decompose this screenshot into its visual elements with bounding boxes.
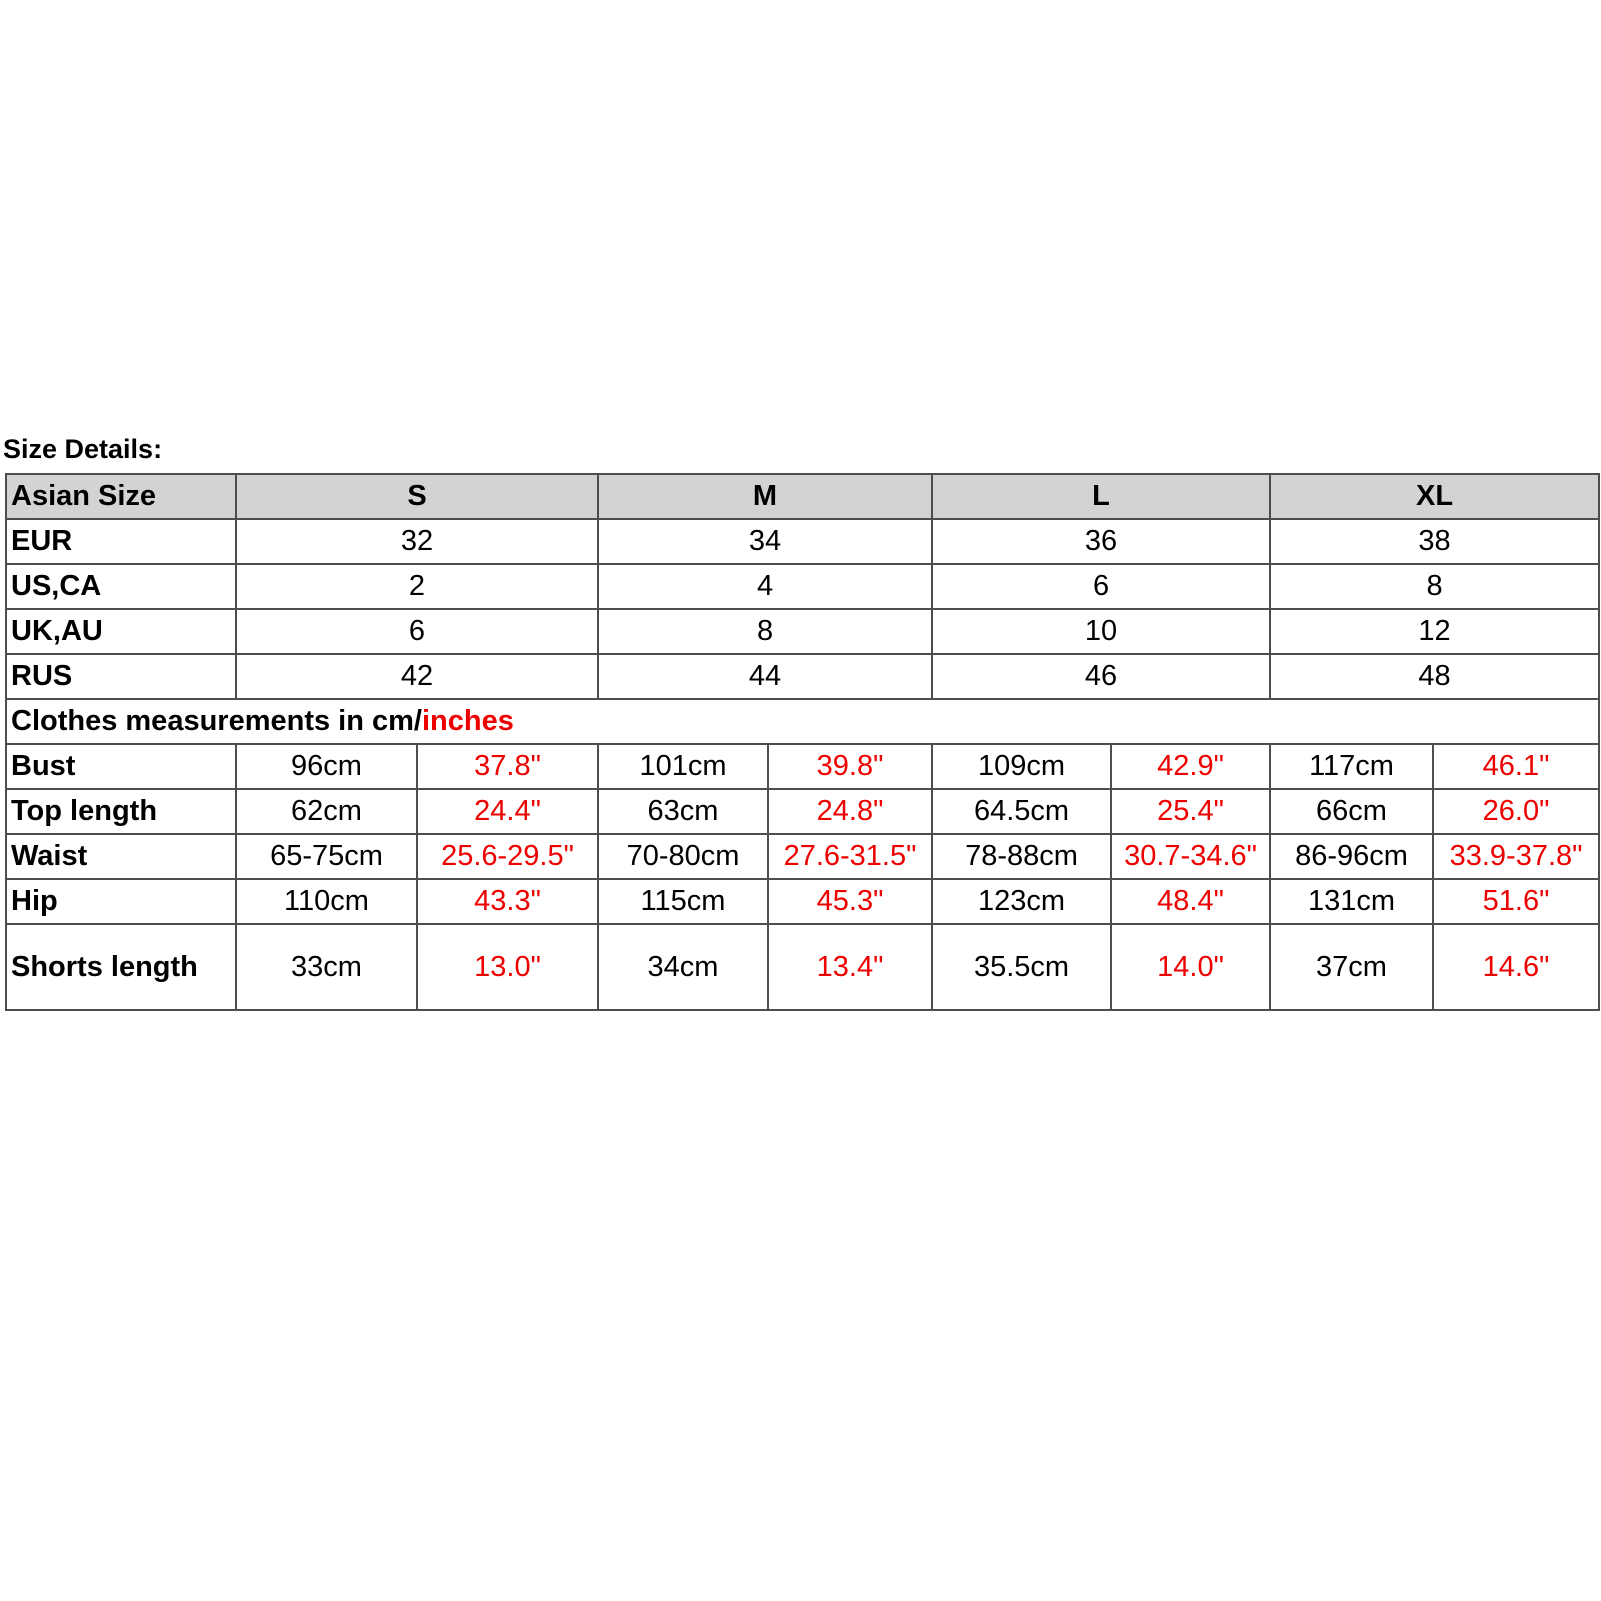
row-label: Hip [6,879,236,924]
conversion-cell: 6 [932,564,1270,609]
cm-cell: 117cm [1270,744,1433,789]
conversion-cell: 6 [236,609,598,654]
conversion-cell: 32 [236,519,598,564]
row-label: RUS [6,654,236,699]
measurements-heading-inches: inches [421,705,514,737]
cm-cell: 64.5cm [932,789,1111,834]
conversion-cell: 44 [598,654,932,699]
cm-cell: 65-75cm [236,834,417,879]
asian-size-label: Asian Size [6,474,236,519]
row-label: Top length [6,789,236,834]
size-header-s: S [236,474,598,519]
inch-cell: 46.1" [1433,744,1599,789]
measurement-row-bust [6,744,1599,789]
size-header-l: L [932,474,1270,519]
conversion-row-uk-au [6,609,1599,654]
size-chart-table [5,473,1600,1011]
measurement-row-waist [6,834,1599,879]
conversion-cell: 10 [932,609,1270,654]
measurement-row-top-length [6,789,1599,834]
measurements-heading-row [6,699,1599,744]
inch-cell: 27.6-31.5" [768,834,932,879]
cm-cell: 78-88cm [932,834,1111,879]
inch-cell: 30.7-34.6" [1111,834,1270,879]
inch-cell: 48.4" [1111,879,1270,924]
inch-cell: 39.8" [768,744,932,789]
page-title: Size Details: [3,434,163,464]
conversion-cell: 8 [598,609,932,654]
cm-cell: 123cm [932,879,1111,924]
cm-cell: 66cm [1270,789,1433,834]
inch-cell: 14.6" [1433,924,1599,1010]
row-label: US,CA [6,564,236,609]
inch-cell: 37.8" [417,744,598,789]
cm-cell: 96cm [236,744,417,789]
cm-cell: 110cm [236,879,417,924]
conversion-cell: 12 [1270,609,1599,654]
inch-cell: 43.3" [417,879,598,924]
inch-cell: 13.0" [417,924,598,1010]
cm-cell: 34cm [598,924,768,1010]
size-header-xl: XL [1270,474,1599,519]
conversion-cell: 38 [1270,519,1599,564]
size-header-row [6,474,1599,519]
row-label: Shorts length [6,924,236,1010]
cm-cell: 101cm [598,744,768,789]
cm-cell: 70-80cm [598,834,768,879]
inch-cell: 24.4" [417,789,598,834]
measurements-heading-prefix: Clothes measurements in cm/ [11,705,422,737]
conversion-cell: 48 [1270,654,1599,699]
conversion-cell: 42 [236,654,598,699]
row-label: Bust [6,744,236,789]
measurement-row-shorts-length [6,924,1599,1010]
conversion-cell: 4 [598,564,932,609]
cm-cell: 86-96cm [1270,834,1433,879]
inch-cell: 25.4" [1111,789,1270,834]
conversion-cell: 46 [932,654,1270,699]
conversion-cell: 8 [1270,564,1599,609]
conversion-row-rus [6,654,1599,699]
conversion-cell: 2 [236,564,598,609]
row-label: EUR [6,519,236,564]
conversion-row-us-ca [6,564,1599,609]
row-label: UK,AU [6,609,236,654]
cm-cell: 63cm [598,789,768,834]
inch-cell: 33.9-37.8" [1433,834,1599,879]
cm-cell: 131cm [1270,879,1433,924]
row-label: Waist [6,834,236,879]
inch-cell: 13.4" [768,924,932,1010]
inch-cell: 26.0" [1433,789,1599,834]
inch-cell: 25.6-29.5" [417,834,598,879]
inch-cell: 42.9" [1111,744,1270,789]
inch-cell: 51.6" [1433,879,1599,924]
conversion-cell: 34 [598,519,932,564]
inch-cell: 24.8" [768,789,932,834]
cm-cell: 35.5cm [932,924,1111,1010]
inch-cell: 45.3" [768,879,932,924]
measurements-heading [6,699,1599,744]
cm-cell: 37cm [1270,924,1433,1010]
cm-cell: 62cm [236,789,417,834]
inch-cell: 14.0" [1111,924,1270,1010]
cm-cell: 33cm [236,924,417,1010]
size-header-m: M [598,474,932,519]
cm-cell: 115cm [598,879,768,924]
conversion-row-eur [6,519,1599,564]
measurement-row-hip [6,879,1599,924]
cm-cell: 109cm [932,744,1111,789]
conversion-cell: 36 [932,519,1270,564]
